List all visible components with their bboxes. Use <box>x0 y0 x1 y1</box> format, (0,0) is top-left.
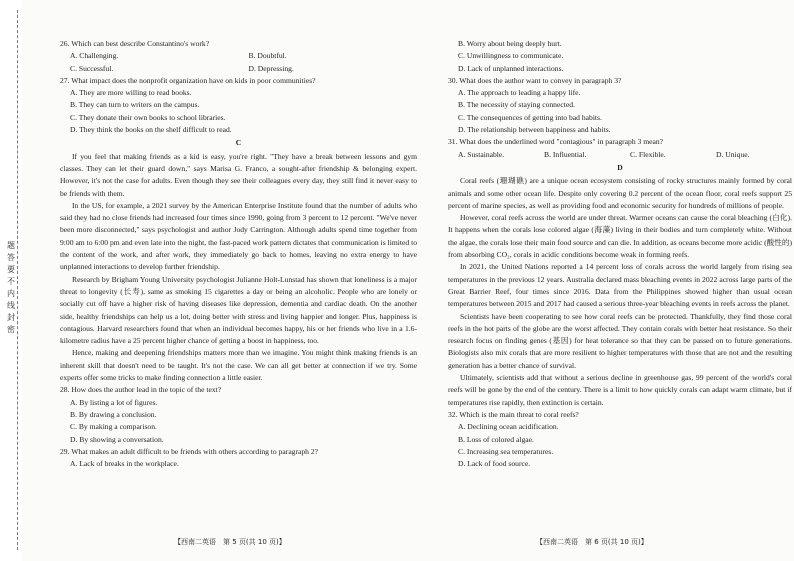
option: A. Lack of breaks in the workplace. <box>70 459 179 469</box>
option: D. The relationship between happiness and habits. <box>458 125 611 135</box>
option: C. Unwillingness to communicate. <box>458 51 564 61</box>
option: D. By showing a conversation. <box>70 434 164 444</box>
option: B. Influential. <box>544 149 587 159</box>
question-27: 27. What impact does the nonprofit organization have on kids in poor communities? <box>60 75 316 85</box>
seal-char: 不 <box>7 277 15 286</box>
seal-char: 要 <box>7 265 15 274</box>
left-page-column <box>60 38 417 470</box>
option: A. The approach to leading a happy life. <box>458 88 581 98</box>
option: D. Lack of unplanned interactions. <box>458 63 564 73</box>
option: D. Lack of food source. <box>458 459 531 469</box>
option: B. They can turn to writers on the campus. <box>70 100 200 110</box>
question-28: 28. How does the author lead in the topic of the text? <box>60 385 222 395</box>
option: B. Worry about being deeply hurt. <box>458 39 562 48</box>
option: D. Depressing. <box>248 63 294 73</box>
option: D. Unique. <box>716 149 750 159</box>
question-31: 31. What does the underlined word "contagious" in paragraph 3 mean? <box>448 137 664 147</box>
seal-char: 答 <box>7 253 15 262</box>
option: C. Increasing sea temperatures. <box>458 446 554 456</box>
question-26-options <box>60 50 417 75</box>
seal-char: 题 <box>7 241 15 250</box>
option: A. Challenging. <box>70 51 119 61</box>
option: B. The necessity of staying connected. <box>458 100 575 110</box>
page-footer-right: 【西南二英语 第 6 页(共 10 页)】 <box>536 538 648 546</box>
passage-c-paragraph-1: If you feel that making friends as a kid is easy, you're right. "They have a break between lessons and gym classes. They can let their guard down," says Marisa G. Franco, a sought-after friendship & belonging expert. However, it's not the case for adults. Even though they see their colleagues every day, they still find it never easy to be friends with them. <box>60 151 417 198</box>
option: A. By listing a lot of figures. <box>70 397 158 407</box>
question-30: 30. What does the author want to convey in paragraph 3? <box>448 75 622 85</box>
option: C. By making a comparison. <box>70 422 157 432</box>
right-page-column <box>448 38 792 470</box>
seal-line-notice <box>4 240 18 336</box>
binding-margin <box>0 0 22 561</box>
option: C. Successful. <box>70 63 114 73</box>
seal-char: 密 <box>7 325 15 334</box>
passage-d-paragraph-1: Coral reefs (珊瑚礁) are a unique ocean ecosystem consisting of rocky structures mainly formed by coral animals and some other ocean life. Despite only covering 0.2 percent of the ocean floor, coral reefs support 25 percent of marine species, as well as providing food and economic security for hundreds of millions of people. <box>448 176 792 210</box>
passage-c-paragraph-2: In the US, for example, a 2021 survey by the American Enterprise Institute found that the number of adults who said they had no close friends had increased four times since 1990, going from 3 percent to 12 percent. "We've never been more disconnected," says psychologist and author Jody Carrington. Although adults spend time together from 9:00 am to 6:00 pm and even late into the night, the fast-paced work pattern dictates that communication is limited to the content of the work, and after work, they immediately go back to homes, leaving no extra energy to have unplanned interactions to develop further friendship. <box>60 200 417 272</box>
passage-d-paragraph-4: Scientists have been cooperating to see how coral reefs can be protected. Thankfully, they find those coral reefs in the hot parts of the globe are the worst affected. They contain corals with better heat resistance. So their research focus on finding genes (基因) for heat tolerance so that they can be passed on to future generations. Biologists also mix corals that are more resilient to higher temperatures with those that are not and the resulting generation has a better chance of survival. <box>448 311 792 370</box>
option: B. Loss of colored algae. <box>458 434 534 444</box>
page-footer-left: 【西南二英语 第 5 页(共 10 页)】 <box>174 538 286 546</box>
option: C. They donate their own books to school libraries. <box>70 112 226 122</box>
section-c-heading: C <box>235 138 242 148</box>
option: C. The consequences of getting into bad habits. <box>458 112 602 122</box>
passage-d-paragraph-2: However, coral reefs across the world are under threat. Warmer oceans can cause the coral bleaching (白化). It happens when the corals lose colored algae (海藻) living in their bodies and turn completely white. Without the algae, the corals lose their main food source and can die. In addition, as oceans become more acidic (酸性的) from absorbing CO₂, corals in acidic conditions become weak in forming reefs. <box>448 213 792 260</box>
passage-c-paragraph-3: Research by Brigham Young University psychologist Julianne Holt-Lunstad has shown that loneliness is a major threat to longevity (长寿), same as smoking 15 cigarettes a day or being an alcoholic. People who are lonely or socially cut off have a higher risk of having diseases like depression, dementia and cardiac death. On the another side, healthy friendships can help us a lot, doing better with stress and living happier and longer. Plus, happiness is contagious. Harvard researchers found that when an individual becomes happy, his or her friends who live in a 1.6-kilometre radius have a 25 percent higher chance of getting a boost in happiness, too. <box>60 274 417 346</box>
seal-char: 封 <box>7 313 15 322</box>
option: A. They are more willing to read books. <box>70 88 192 98</box>
seal-char: 线 <box>7 301 15 310</box>
question-31-options <box>448 149 792 161</box>
option: C. Flexible. <box>630 149 666 159</box>
option: B. Doubtful. <box>248 51 287 61</box>
option: D. They think the books on the shelf difficult to read. <box>70 125 232 135</box>
question-32: 32. Which is the main threat to coral reefs? <box>448 409 579 419</box>
passage-d-paragraph-3: In 2021, the United Nations reported a 14 percent loss of corals across the world largely from rising sea temperatures in the previous 12 years. Australia declared mass bleaching events in 2022 across large parts of the Great Barrier Reef, four times since 2016. Data from the Philippines showed higher than usual ocean temperatures between 2015 and 2017 had caused a serious three-year bleaching events in reefs across the planet. <box>448 262 792 309</box>
seal-char: 内 <box>7 289 15 298</box>
option: A. Sustainable. <box>458 149 505 159</box>
question-29: 29. What makes an adult difficult to be friends with others according to paragraph 2? <box>60 446 319 456</box>
passage-c-paragraph-4: Hence, making and deepening friendships matters more than we imagine. You might think making friends is an inherent skill that doesn't need to be taught. It's not the case. We can all get better at connection if we try. Some experts offer some tricks to make finding connection a little easier. <box>60 348 417 383</box>
option: B. By drawing a conclusion. <box>70 409 157 419</box>
question-26: 26. Which can best describe Constantino's work? <box>60 39 210 48</box>
passage-d-paragraph-5: Ultimately, scientists add that without a serious decline in greenhouse gas, 99 percent of the world's coral reefs will be gone by the end of the century. There is a limit to how quickly corals can adapt warm climate, but if temperatures rise rapidly, then extinction is certain. <box>448 373 792 407</box>
section-d-heading: D <box>617 162 623 172</box>
option: A. Declining ocean acidification. <box>458 422 559 432</box>
